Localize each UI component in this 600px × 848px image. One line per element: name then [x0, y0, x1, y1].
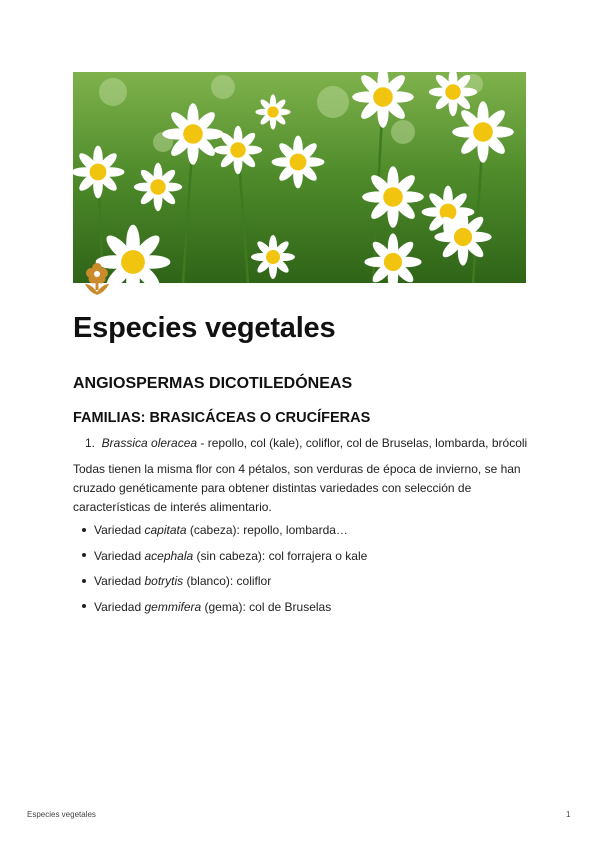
variety-name: gemmifera [144, 599, 202, 614]
numbered-list [73, 436, 527, 450]
description-paragraph: Todas tienen la misma flor con 4 pétalos, son verduras de época de invierno, se han cruzado genéticamente para obtener distintas variedades con selección de características de interés alimentario. [73, 462, 521, 514]
variety-name: botrytis [144, 574, 184, 588]
list-item: Variedad acephala (sin cabeza): col forrajera o kale [73, 548, 367, 574]
page-title: Especies vegetales [73, 312, 336, 344]
variety-name: capitata [144, 523, 187, 537]
hero-image [73, 72, 526, 283]
list-item: Variedad botrytis (blanco): coliflor [73, 573, 367, 599]
page-number: 1 [566, 810, 571, 819]
list-item [73, 436, 527, 450]
species-description: - repollo, col (kale), coliflor, col de Bruselas, lombarda, brócoli [197, 436, 528, 450]
bullet-icon [82, 553, 86, 557]
section-heading: ANGIOSPERMAS DICOTILEDÓNEAS [73, 375, 353, 392]
bullet-icon [82, 604, 86, 608]
variety-name: acephala [144, 548, 194, 563]
list-item: Variedad capitata (cabeza): repollo, lombarda… [73, 522, 367, 548]
list-item: Variedad gemmifera (gema): col de Bruselas [73, 599, 367, 625]
species-name: Brassica oleracea [101, 436, 198, 450]
bullet-icon [82, 579, 86, 583]
list-number: 1. [84, 436, 95, 450]
subsection-heading: FAMILIAS: BRASICÁCEAS O CRUCÍFERAS [73, 410, 371, 426]
footer-title: Especies vegetales [27, 810, 96, 819]
bullet-icon [82, 528, 86, 532]
flower-icon [83, 262, 111, 296]
bullet-list [73, 522, 367, 624]
